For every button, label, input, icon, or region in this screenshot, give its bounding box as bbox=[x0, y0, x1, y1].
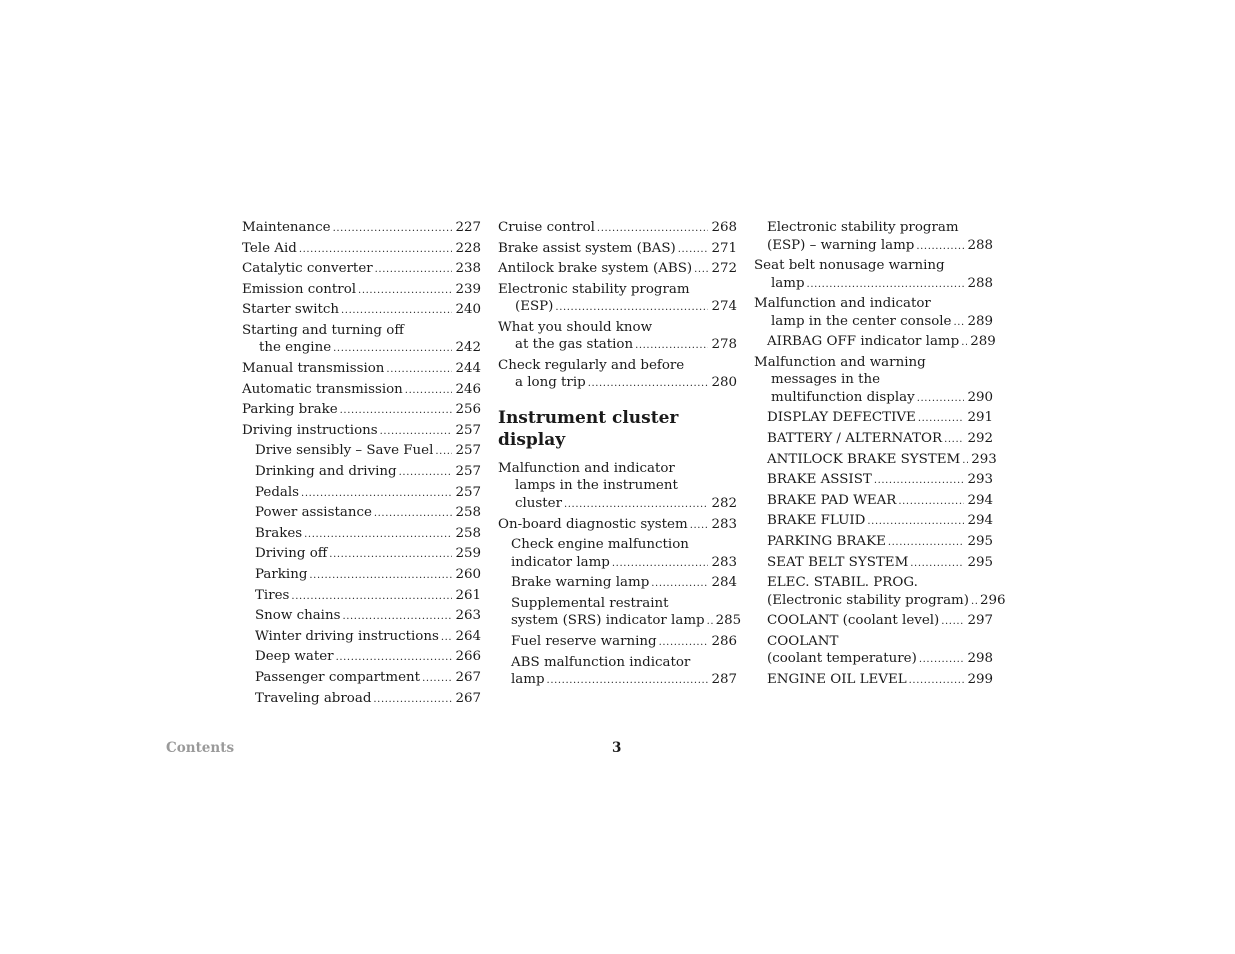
section-heading: Instrument cluster display bbox=[498, 407, 679, 450]
toc-page-number: 244 bbox=[455, 361, 481, 377]
toc-subentry[interactable] bbox=[754, 430, 993, 449]
toc-column-1 bbox=[242, 219, 481, 710]
toc-page-number: 280 bbox=[711, 375, 737, 391]
toc-entry-label: Tires bbox=[255, 587, 290, 603]
toc-entry-label: Tele Aid bbox=[242, 240, 297, 256]
toc-page-number: 240 bbox=[455, 302, 481, 318]
toc-entry-label: indicator lamp bbox=[511, 554, 610, 570]
toc-subentry[interactable] bbox=[242, 690, 481, 709]
toc-entry-label: Cruise control bbox=[498, 220, 595, 235]
toc-entry[interactable] bbox=[242, 240, 481, 259]
dot-leader bbox=[304, 526, 452, 544]
toc-entry-label: (ESP) – warning lamp bbox=[767, 237, 915, 253]
toc-entry-label: AIRBAG OFF indicator lamp bbox=[767, 334, 960, 350]
toc-entry-label: Drinking and driving bbox=[255, 464, 397, 480]
dot-leader bbox=[944, 431, 964, 449]
dot-leader bbox=[340, 402, 453, 420]
dot-leader bbox=[547, 672, 709, 690]
dot-leader bbox=[635, 337, 708, 355]
toc-entry-label: BATTERY / ALTERNATOR bbox=[767, 431, 943, 447]
toc-entry-label: ENGINE OIL LEVEL bbox=[767, 672, 907, 687]
toc-entry[interactable] bbox=[498, 260, 737, 279]
toc-entry-label: SEAT BELT SYSTEM bbox=[767, 554, 909, 570]
dot-leader bbox=[612, 555, 709, 573]
toc-page-number: 267 bbox=[455, 669, 481, 685]
dot-leader bbox=[422, 670, 452, 688]
toc-entry-label: Brakes bbox=[255, 525, 303, 541]
toc-subentry[interactable] bbox=[242, 525, 481, 544]
toc-entry-label: Manual transmission bbox=[242, 361, 385, 377]
toc-entry-label: Starter switch bbox=[242, 302, 340, 318]
toc-page-number: 266 bbox=[455, 649, 481, 665]
toc-entry-label: Electronic stability program bbox=[498, 281, 690, 297]
toc-entry[interactable] bbox=[498, 460, 737, 514]
dot-leader bbox=[299, 241, 453, 259]
footer-section-title: Contents bbox=[166, 740, 235, 756]
dot-leader bbox=[953, 314, 964, 332]
toc-page-number: 292 bbox=[967, 431, 993, 447]
dot-leader bbox=[399, 464, 453, 482]
toc-page-number: 259 bbox=[455, 546, 481, 562]
toc-page-number: 258 bbox=[455, 525, 481, 541]
toc-entry-label: lamp bbox=[771, 275, 805, 291]
toc-subentry[interactable] bbox=[242, 484, 481, 503]
toc-page-number: 242 bbox=[455, 340, 481, 356]
dot-leader bbox=[405, 382, 453, 400]
toc-entry-label: Snow chains bbox=[255, 608, 341, 624]
toc-entry-label: the engine bbox=[259, 340, 332, 356]
toc-entry-label: Emission control bbox=[242, 281, 357, 297]
toc-entry[interactable] bbox=[754, 295, 993, 331]
dot-leader bbox=[333, 340, 452, 358]
toc-subentry[interactable] bbox=[242, 607, 481, 626]
toc-entry-label: Malfunction and indicator bbox=[754, 296, 931, 312]
toc-page-number: 285 bbox=[715, 613, 742, 629]
dot-leader bbox=[564, 496, 708, 514]
toc-entry-label: Driving off bbox=[255, 546, 328, 562]
toc-page-number: 239 bbox=[455, 281, 481, 297]
toc-entry-label: DISPLAY DEFECTIVE bbox=[767, 410, 916, 426]
toc-entry[interactable] bbox=[242, 401, 481, 420]
toc-page-number: 289 bbox=[967, 313, 993, 329]
toc-entry-label: Traveling abroad bbox=[255, 690, 372, 706]
toc-entry-label: ABS malfunction indicator bbox=[511, 654, 691, 670]
dot-leader bbox=[917, 390, 965, 408]
toc-subentry[interactable] bbox=[498, 654, 737, 690]
toc-subentry[interactable] bbox=[498, 574, 737, 593]
toc-entry[interactable] bbox=[498, 357, 737, 393]
toc-entry-label: ANTILOCK BRAKE SYSTEM bbox=[767, 451, 961, 467]
toc-entry-label: Malfunction and indicator bbox=[498, 460, 675, 476]
toc-entry-label: Power assistance bbox=[255, 505, 372, 521]
dot-leader bbox=[874, 472, 965, 490]
toc-page-number: 299 bbox=[967, 672, 993, 687]
toc-entry-label: Catalytic converter bbox=[242, 261, 373, 277]
dot-leader bbox=[971, 593, 977, 611]
toc-entry-label: at the gas station bbox=[515, 337, 634, 353]
toc-page-number: 272 bbox=[711, 261, 737, 277]
toc-entry-label: (Electronic stability program) bbox=[767, 592, 969, 608]
toc-entry[interactable] bbox=[242, 301, 481, 320]
toc-subentry[interactable] bbox=[242, 442, 481, 461]
toc-page-number: 286 bbox=[711, 633, 737, 649]
toc-column-3 bbox=[754, 219, 1006, 692]
toc-entry-label: COOLANT bbox=[767, 633, 839, 649]
toc-page-number: 296 bbox=[979, 592, 1006, 608]
toc-entry-label: BRAKE FLUID bbox=[767, 513, 866, 529]
toc-entry-label: COOLANT (coolant level) bbox=[767, 613, 940, 629]
toc-subentry[interactable] bbox=[242, 628, 481, 647]
toc-subentry[interactable] bbox=[754, 554, 993, 573]
toc-subentry[interactable] bbox=[498, 633, 737, 652]
toc-entry[interactable] bbox=[498, 516, 737, 535]
toc-entry[interactable] bbox=[242, 422, 481, 441]
toc-entry-label: On-board diagnostic system bbox=[498, 516, 688, 532]
toc-entry-label: Parking brake bbox=[242, 402, 338, 418]
toc-subentry[interactable] bbox=[754, 471, 993, 490]
toc-entry-label: Seat belt nonusage warning bbox=[754, 258, 945, 274]
dot-leader bbox=[358, 282, 452, 300]
dot-leader bbox=[597, 220, 709, 238]
toc-entry[interactable] bbox=[498, 240, 737, 259]
dot-leader bbox=[301, 485, 452, 503]
dot-leader bbox=[588, 375, 709, 393]
dot-leader bbox=[441, 629, 453, 647]
toc-page-number: 288 bbox=[967, 237, 993, 253]
dot-leader bbox=[333, 220, 453, 238]
toc-page-number: 278 bbox=[711, 337, 737, 353]
toc-entry-label: What you should know bbox=[498, 319, 653, 335]
dot-leader bbox=[380, 423, 453, 441]
toc-entry-label: Fuel reserve warning bbox=[511, 633, 657, 649]
toc-entry[interactable] bbox=[242, 219, 481, 238]
toc-entry-label: lamp in the center console bbox=[771, 313, 952, 329]
toc-page-number: 228 bbox=[455, 240, 481, 256]
toc-entry-label: messages in the bbox=[771, 372, 881, 388]
toc-entry-label: Passenger compartment bbox=[255, 669, 421, 685]
dot-leader bbox=[941, 613, 964, 631]
toc-entry-label: lamps in the instrument bbox=[515, 478, 678, 494]
dot-leader bbox=[329, 546, 452, 564]
dot-leader bbox=[659, 634, 709, 652]
toc-page-number: 268 bbox=[711, 220, 737, 235]
toc-subentry[interactable] bbox=[754, 492, 993, 511]
dot-leader bbox=[807, 276, 965, 294]
toc-page-number: 283 bbox=[711, 516, 737, 532]
dot-leader bbox=[910, 555, 964, 573]
toc-page-number: 294 bbox=[967, 513, 993, 529]
toc-page-number: 263 bbox=[455, 608, 481, 624]
dot-leader bbox=[694, 261, 708, 279]
toc-entry-label: (coolant temperature) bbox=[767, 651, 917, 667]
toc-entry-label: Automatic transmission bbox=[242, 381, 403, 397]
dot-leader bbox=[342, 608, 452, 626]
toc-entry-label: Supplemental restraint bbox=[511, 595, 669, 611]
dot-leader bbox=[919, 651, 965, 669]
toc-page-number: 284 bbox=[711, 575, 737, 591]
toc-subentry[interactable] bbox=[754, 533, 993, 552]
toc-subentry[interactable] bbox=[242, 566, 481, 585]
toc-entry-label: Check engine malfunction bbox=[511, 537, 689, 553]
dot-leader bbox=[435, 443, 452, 461]
toc-entry-label: ELEC. STABIL. PROG. bbox=[767, 575, 918, 591]
toc-subentry[interactable] bbox=[498, 536, 737, 572]
dot-leader bbox=[375, 261, 453, 279]
dot-leader bbox=[555, 299, 708, 317]
toc-entry-label: system (SRS) indicator lamp bbox=[511, 613, 705, 629]
toc-page-number: 238 bbox=[455, 261, 481, 277]
toc-subentry[interactable] bbox=[754, 451, 997, 470]
toc-subentry[interactable] bbox=[242, 669, 481, 688]
toc-entry[interactable] bbox=[754, 257, 993, 293]
toc-page-number: 290 bbox=[967, 389, 993, 405]
dot-leader bbox=[678, 241, 709, 259]
dot-leader bbox=[898, 493, 964, 511]
toc-subentry[interactable] bbox=[754, 574, 1006, 610]
toc-entry-label: multifunction display bbox=[771, 389, 915, 405]
dot-leader bbox=[962, 452, 968, 470]
dot-leader bbox=[888, 534, 965, 552]
toc-entry-label: Electronic stability program bbox=[767, 220, 959, 235]
dot-leader bbox=[309, 567, 452, 585]
toc-entry[interactable] bbox=[242, 360, 481, 379]
toc-page-number: 256 bbox=[455, 402, 481, 418]
toc-entry-label: Malfunction and warning bbox=[754, 354, 926, 370]
page-number: 3 bbox=[612, 740, 622, 756]
dot-leader bbox=[336, 649, 453, 667]
toc-page-number: 261 bbox=[455, 587, 481, 603]
toc-page-number: 257 bbox=[455, 484, 481, 500]
toc-page-number: 271 bbox=[711, 240, 737, 256]
toc-page-number: 298 bbox=[967, 651, 993, 667]
toc-subentry[interactable] bbox=[242, 545, 481, 564]
dot-leader bbox=[291, 588, 452, 606]
toc-page-number: 288 bbox=[967, 275, 993, 291]
toc-column-2 bbox=[498, 219, 742, 692]
toc-page-number: 291 bbox=[967, 410, 993, 426]
toc-entry-label: Antilock brake system (ABS) bbox=[498, 261, 693, 277]
toc-page-number: 287 bbox=[711, 672, 737, 688]
toc-entry-label: Deep water bbox=[255, 649, 334, 665]
toc-entry-label: Winter driving instructions bbox=[255, 628, 439, 644]
toc-page-number: 257 bbox=[455, 422, 481, 438]
dot-leader bbox=[961, 334, 967, 352]
toc-subentry[interactable] bbox=[754, 633, 993, 669]
toc-subentry[interactable] bbox=[242, 463, 481, 482]
toc-page-number: 282 bbox=[711, 495, 737, 511]
toc-page-number: 295 bbox=[967, 554, 993, 570]
toc-entry[interactable] bbox=[242, 381, 481, 400]
toc-entry-label: BRAKE PAD WEAR bbox=[767, 492, 897, 508]
toc-page-number: 283 bbox=[711, 554, 737, 570]
toc-entry[interactable] bbox=[498, 281, 737, 317]
toc-subentry[interactable] bbox=[242, 587, 481, 606]
toc-page-number: 293 bbox=[971, 451, 997, 467]
dot-leader bbox=[341, 302, 452, 320]
toc-entry-label: Maintenance bbox=[242, 220, 331, 235]
toc-entry[interactable] bbox=[498, 319, 737, 355]
toc-entry[interactable] bbox=[242, 322, 481, 358]
toc-entry-label: Brake warning lamp bbox=[511, 575, 650, 591]
toc-page-number: 297 bbox=[967, 613, 993, 629]
toc-page-number: 257 bbox=[455, 464, 481, 480]
toc-entry-label: (ESP) bbox=[515, 299, 554, 315]
toc-page-number: 227 bbox=[455, 220, 481, 235]
toc-page-number: 246 bbox=[455, 381, 481, 397]
toc-page-number: 294 bbox=[967, 492, 993, 508]
toc-entry-label: Driving instructions bbox=[242, 422, 378, 438]
toc-entry[interactable] bbox=[242, 260, 481, 279]
toc-subentry[interactable] bbox=[754, 333, 996, 352]
toc-entry-label: lamp bbox=[511, 672, 545, 688]
toc-page-number: 293 bbox=[967, 472, 993, 488]
dot-leader bbox=[916, 238, 964, 256]
toc-page-number: 258 bbox=[455, 505, 481, 521]
toc-subentry[interactable] bbox=[754, 512, 993, 531]
toc-page-number: 295 bbox=[967, 534, 993, 550]
toc-entry-label: Pedals bbox=[255, 484, 300, 500]
dot-leader bbox=[386, 361, 452, 379]
dot-leader bbox=[909, 672, 965, 690]
dot-leader bbox=[373, 691, 452, 709]
toc-entry-label: a long trip bbox=[515, 375, 586, 391]
toc-page-number: 267 bbox=[455, 690, 481, 706]
toc-entry[interactable] bbox=[754, 354, 993, 408]
toc-page-number: 274 bbox=[711, 299, 737, 315]
toc-entry-label: Drive sensibly – Save Fuel bbox=[255, 443, 434, 459]
toc-entry[interactable] bbox=[498, 219, 737, 238]
toc-page-number: 264 bbox=[455, 628, 481, 644]
toc-entry[interactable] bbox=[242, 281, 481, 300]
dot-leader bbox=[651, 575, 708, 593]
toc-subentry[interactable] bbox=[498, 595, 742, 631]
dot-leader bbox=[867, 513, 964, 531]
toc-entry-label: BRAKE ASSIST bbox=[767, 472, 872, 488]
dot-leader bbox=[918, 410, 965, 428]
toc-page-number: 289 bbox=[970, 334, 996, 350]
toc-page-number: 257 bbox=[455, 443, 481, 459]
toc-subentry[interactable] bbox=[754, 219, 993, 255]
toc-subentry[interactable] bbox=[242, 504, 481, 523]
toc-entry-label: Check regularly and before bbox=[498, 357, 685, 373]
toc-subentry[interactable] bbox=[754, 409, 993, 428]
dot-leader bbox=[374, 505, 453, 523]
toc-entry-label: PARKING BRAKE bbox=[767, 534, 886, 550]
toc-entry-label: cluster bbox=[515, 495, 562, 511]
toc-entry-label: Starting and turning off bbox=[242, 322, 404, 338]
dot-leader bbox=[707, 613, 713, 631]
toc-subentry[interactable] bbox=[242, 648, 481, 667]
toc-subentry[interactable] bbox=[754, 671, 993, 690]
dot-leader bbox=[690, 517, 709, 535]
toc-subentry[interactable] bbox=[754, 612, 993, 631]
toc-entry-label: Parking bbox=[255, 567, 308, 582]
toc-entry-label: Brake assist system (BAS) bbox=[498, 240, 676, 256]
toc-page-number: 260 bbox=[455, 567, 481, 582]
